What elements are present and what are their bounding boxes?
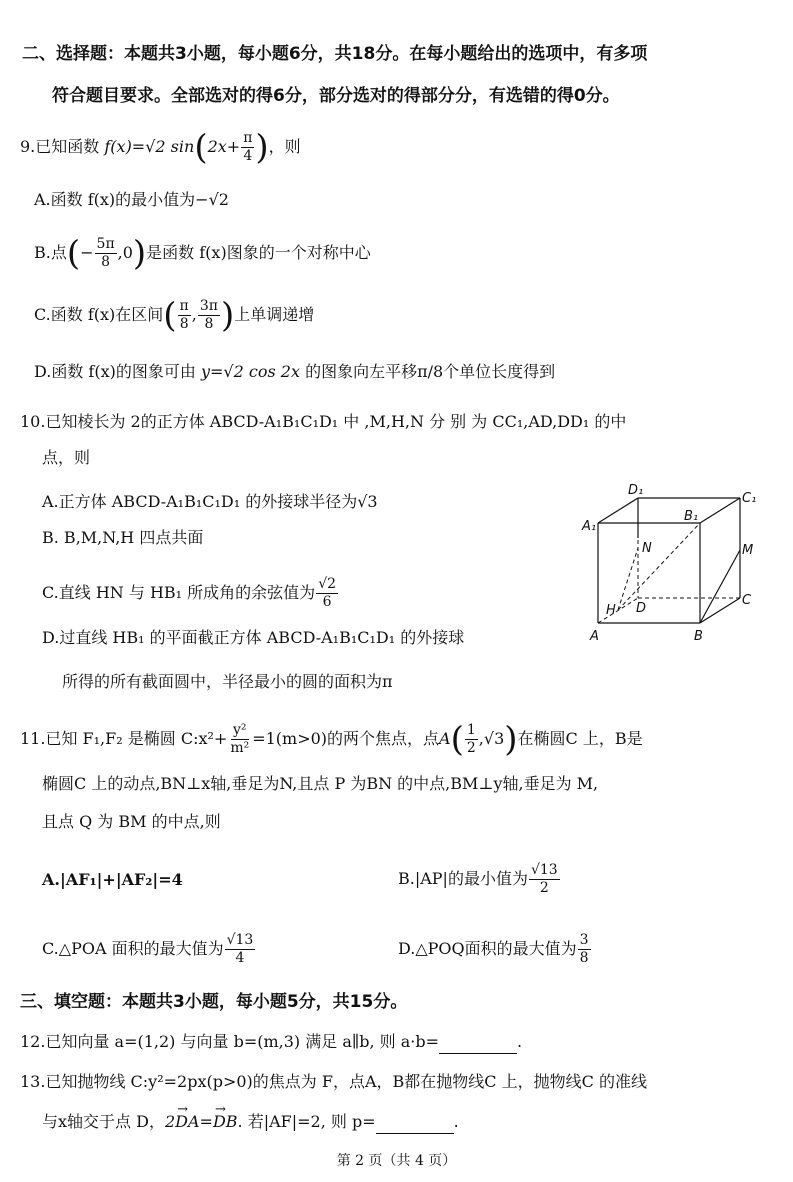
q10-option-d-line2: 所得的所有截面圆中，半径最小的圆的面积为π bbox=[62, 672, 393, 691]
q9-option-c: C.函数 f(x)在区间( $\frac{\pi}{8}$ , $\frac{3\pi}{8}$ )上单调递增 bbox=[34, 295, 315, 336]
cube-figure bbox=[580, 478, 780, 648]
q11-option-b: B.|AP|的最小值为 $\frac{√13}{2}$ bbox=[398, 862, 558, 896]
q9-option-a: A.函数 f(x)的最小值为−√2 bbox=[34, 190, 229, 209]
q10-option-d-line1: D.过直线 HB₁ 的平面截正方体 ABCD-A₁B₁C₁D₁ 的外接球 bbox=[42, 628, 465, 647]
q10-stem-line1: 10.已知棱长为 2的正方体 ABCD-A₁B₁C₁D₁ 中 ,M,H,N 分 别 为 CC₁,AD,DD₁ 的中 bbox=[20, 412, 627, 431]
q11-stem-line3: 且点 Q 为 BM 的中点,则 bbox=[42, 812, 221, 831]
page-footer: 第 2 页（共 4 页） bbox=[336, 1153, 457, 1169]
q11-stem-line1: 11.已知 F₁,F₂ 是椭圆 C:x²+ $\frac{\text{y²}}{\text{m²}}$ =1(m>0)的两个焦点，点A( $\frac{1}{2}$ ,√3)在椭圆C 上，B是 bbox=[20, 719, 643, 760]
label-M: M bbox=[742, 543, 754, 558]
section2-heading-line2: 符合题目要求。全部选对的得6分，部分选对的得部分分，有选错的得0分。 bbox=[52, 86, 620, 106]
q10-option-c: C.直线 HN 与 HB₁ 所成角的余弦值为 $\frac{√2}{6}$ bbox=[42, 576, 337, 610]
label-B: B bbox=[694, 629, 703, 644]
q11-stem-line2: 椭圆C 上的动点,BN⊥x轴,垂足为N,且点 P 为BN 的中点,BM⊥y轴,垂足为 M, bbox=[42, 774, 599, 793]
label-C: C bbox=[742, 593, 752, 608]
label-D: D bbox=[636, 601, 647, 616]
label-A1: A₁ bbox=[582, 519, 597, 534]
q9-stem: 9.已知函数 f(x)=√2 sin(2x+ $\frac{\pi}{4}$ )，则 bbox=[20, 127, 301, 168]
label-N: N bbox=[642, 541, 652, 556]
q10-stem-line2: 点，则 bbox=[42, 448, 91, 467]
section3-heading: 三、填空题：本题共3小题，每小题5分，共15分。 bbox=[20, 992, 408, 1012]
label-A: A bbox=[590, 629, 599, 644]
q11-option-d: D.△POQ面积的最大值为 $\frac{3}{8}$ bbox=[398, 932, 589, 966]
label-H: H bbox=[606, 603, 616, 618]
section2-heading-line1: 二、选择题：本题共3小题，每小题6分，共18分。在每小题给出的选项中，有多项 bbox=[22, 44, 648, 64]
q10-option-a: A.正方体 ABCD-A₁B₁C₁D₁ 的外接球半径为√3 bbox=[42, 492, 378, 511]
q13-stem-line1: 13.已知抛物线 C:y²=2px(p>0)的焦点为 F，点A，B都在抛物线C 上，抛物线C 的准线 bbox=[20, 1072, 647, 1091]
q13-answer-blank[interactable] bbox=[376, 1115, 454, 1134]
q11-option-c: C.△POA 面积的最大值为 $\frac{√13}{4}$ bbox=[42, 932, 254, 966]
label-C1: C₁ bbox=[742, 491, 757, 506]
q9-option-b: B.点(− $\frac{5\pi}{8}$ ,0)是函数 f(x)图象的一个对称中心 bbox=[34, 233, 371, 274]
q9-option-d: D.函数 f(x)的图象可由 y=√2 cos 2x 的图象向左平移π/8个单位长度得到 bbox=[34, 362, 556, 381]
label-B1: B₁ bbox=[684, 509, 699, 524]
label-D1: D₁ bbox=[628, 483, 644, 498]
q12-stem: 12.已知向量 a=(1,2) 与向量 b=(m,3) 满足 a∥b, 则 a·b= . bbox=[20, 1030, 522, 1054]
q12-answer-blank[interactable] bbox=[439, 1035, 517, 1054]
q13-stem-line2: 与x轴交于点 D，2→ DA=→ DB. 若|AF|=2, 则 p= . bbox=[42, 1110, 459, 1134]
q11-option-a: A.|AF₁|+|AF₂|=4 bbox=[42, 870, 183, 889]
q10-option-b: B. B,M,N,H 四点共面 bbox=[42, 528, 204, 547]
